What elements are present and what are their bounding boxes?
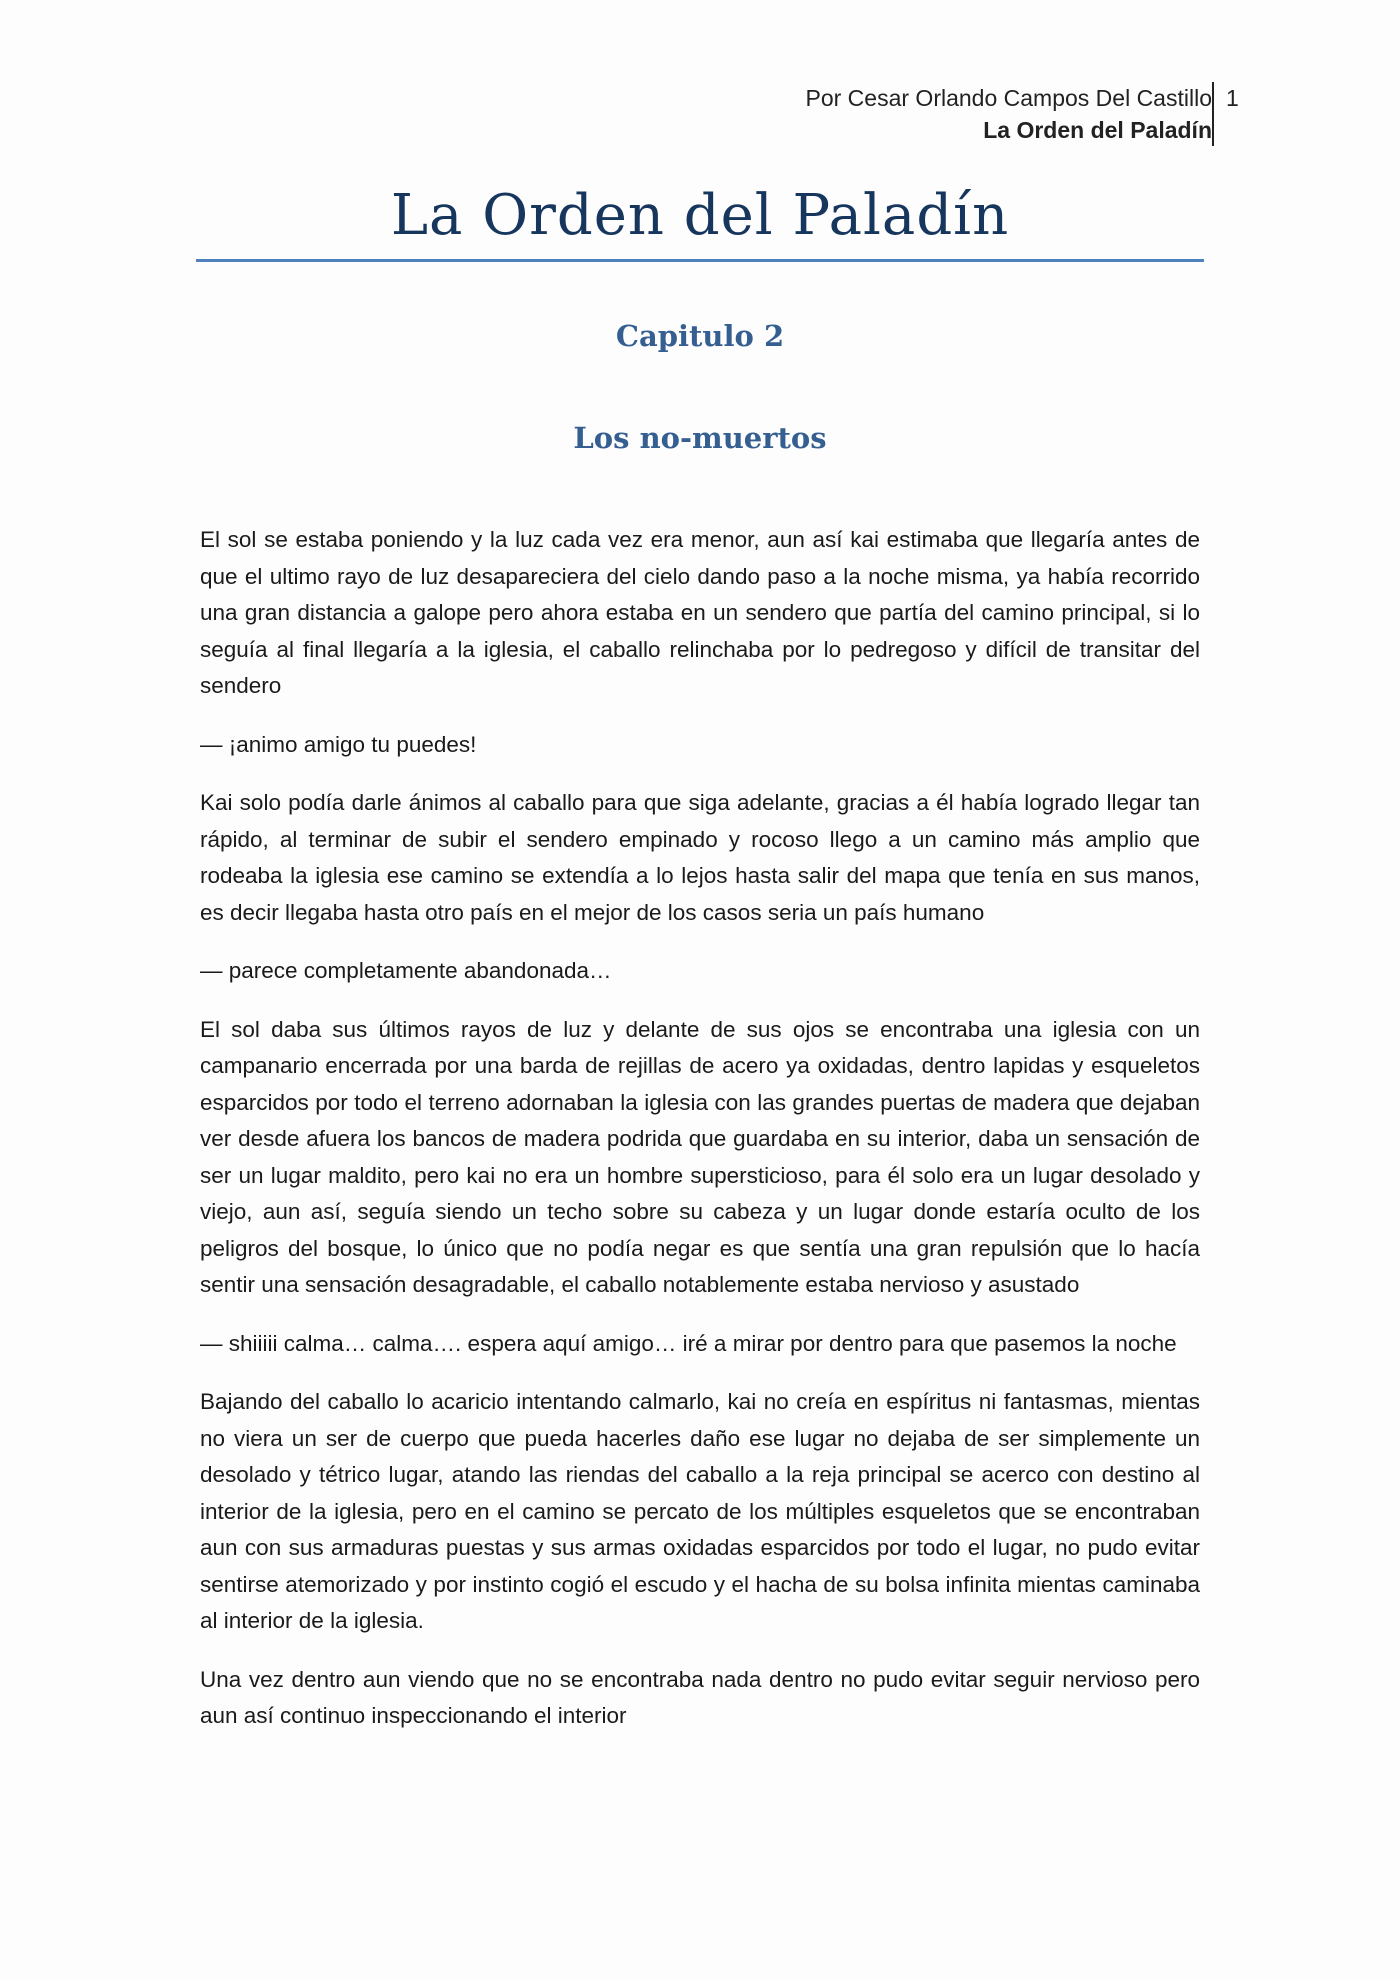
chapter-title: Los no-muertos [573,421,827,455]
paragraph: Una vez dentro aun viendo que no se encontraba nada dentro no pudo evitar seguir nervioso pero aun así continuo inspeccionando el interior [200,1666,1200,1728]
dialogue-line: — parece completamente abandonada… [200,958,612,983]
dialogue-line: — ¡animo amigo tu puedes! [200,731,477,757]
paragraph: Kai solo podía darle ánimos al caballo para que siga adelante, gracias a él había logrado llegar tan rápido, al terminar de subir el sendero empinado y rocoso llego a un camino más amplio que rodeaba la iglesia ese camino se extendía a lo lejos hasta salir del mapa que tenía en sus manos, es decir llegaba hasta otro país en el mejor de los casos seria un país humano [200,790,1200,925]
page-header [806,82,1213,146]
paragraph: El sol daba sus últimos rayos de luz y delante de sus ojos se encontraba una iglesia con un campanario encerrada por una barda de rejillas de acero ya oxidadas, dentro lapidas y esqueletos esparcidos por todo el terreno adornaban la iglesia con las grandes puertas de madera que dejaban ver desde afuera los bancos de madera podrida que guardaba en su interior, daba un sensación de ser un lugar maldito, pero kai no era un hombre supersticioso, para él solo era un lugar desolado y viejo, aun así, seguía siendo un techo sobre su cabeza y un lugar donde estaría oculto de los peligros del bosque, lo único que no podía negar es que sentía una gran repulsión que lo hacía sentir una sensación desagradable, el caballo notablemente estaba nervioso y asustado [200,1016,1200,1297]
chapter-heading: Capitulo 2 [615,319,785,353]
header-author: Por Cesar Orlando Campos Del Castillo [805,85,1212,111]
paragraph: El sol se estaba poniendo y la luz cada vez era menor, aun así kai estimaba que llegaría antes de que el ultimo rayo de luz desapareciera del cielo dando paso a la noche misma, ya había recorrido una gran distancia a galope pero ahora estaba en un sendero que partía del camino principal, si lo seguía al final llegaría a la iglesia, el caballo relinchaba por lo pedregoso y difícil de transitar del sendero [200,527,1200,698]
title-underline [196,259,1204,262]
dialogue-line: — shiiiii calma… calma…. espera aquí amigo… iré a mirar por dentro para que pasemos la noche [200,1330,1177,1356]
header-divider [1212,82,1214,146]
document-title: La Orden del Paladín [390,183,1010,248]
page-number: 1 [1226,85,1239,111]
header-book-title: La Orden del Paladín [983,117,1212,143]
body-text [200,522,1200,1757]
paragraph: Bajando del caballo lo acaricio intentando calmarlo, kai no creía en espíritus ni fantasmas, mientas no viera un ser de cuerpo que pueda hacerles daño ese lugar no dejaba de ser simplemente un desolado y tétrico lugar, atando las riendas del caballo a la reja principal se acerco con destino al interior de la iglesia, pero en el camino se percato de los múltiples esqueletos que se encontraban aun con sus armaduras puestas y sus armas oxidadas esparcidos por todo el lugar, no pudo evitar sentirse atemorizado y por instinto cogió el escudo y el hacha de su bolsa infinita mientas caminaba al interior de la iglesia. [200,1389,1200,1633]
